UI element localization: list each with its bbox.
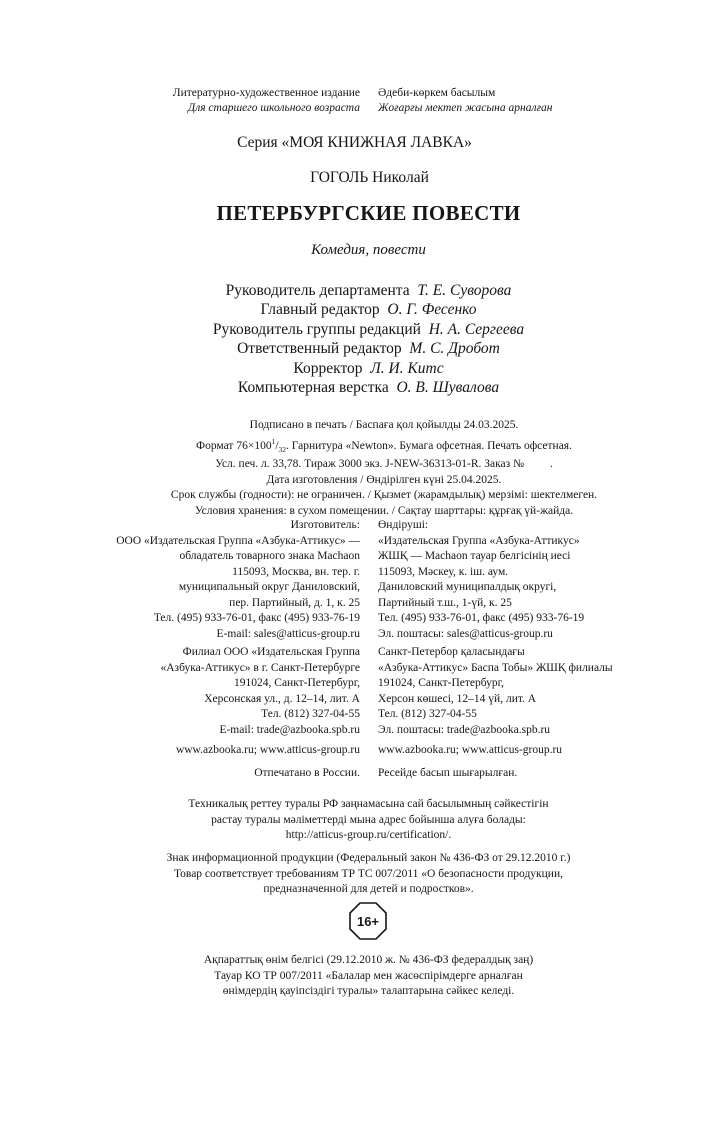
credit-line (0, 378, 709, 397)
kz-info-sign: Ақпараттық өнім белгісі (29.12.2010 ж. № 436-ФЗ федералдық заң) Тауар КО ТР 007/2011 «Балалар мен жасөспірімдерге арналған өнімдердің қауіпсіздігі туралы» талаптарына сәйкес келеді. (203, 954, 534, 997)
credit-name: М. С. Дробот (409, 340, 500, 358)
credit-role: Ответственный редактор (237, 340, 402, 358)
website-links-ru: www.azbooka.ru; www.atticus-group.ru (175, 744, 360, 756)
age-audience-label: Жоғарғы мектеп жасына арналған (378, 102, 553, 114)
email-link: Эл. поштасы: trade@azbooka.spb.ru (378, 723, 551, 736)
series-title: Серия «МОЯ КНИЖНАЯ ЛАВКА» (237, 134, 472, 151)
credit-line (0, 339, 709, 358)
branch-ru: Филиал ООО «Издательская Группа «Азбука-Аттикус» в г. Санкт-Петербурге 191024, Санкт-Петербург, Херсонская ул., д. 12–14, лит. А Тел. (812) 327-04-55 E-mail: trade@azbooka.spb.ru (160, 645, 360, 738)
service-life: Срок службы (годности): не ограничен. / Қызмет (жарамдылық) мерзімі: шектелмеген. (170, 489, 598, 502)
email-link: E-mail: trade@azbooka.spb.ru (219, 723, 360, 736)
certification-note: Техникалық реттеу туралы РФ заңнамасына сай басылымның сәйкестігін растау туралы мәліметтерді мына адрес бойынша алуға болады: http://atticus-group.ru/certification/. (0, 797, 709, 844)
edition-type-ru (173, 86, 360, 116)
sheets-line: Усл. печ. л. 33,78. Тираж 3000 экз. J-NEW-36313-01-R. Заказ № . (215, 458, 553, 471)
credit-line (0, 359, 709, 378)
edition-type-label: Әдеби-көркем басылым (378, 87, 496, 99)
email-link: E-mail: sales@atticus-group.ru (216, 627, 360, 640)
certification-url: http://atticus-group.ru/certification/. (285, 829, 452, 841)
credits-list (0, 281, 709, 397)
credit-line (0, 281, 709, 300)
age-rating-badge (348, 901, 388, 941)
octagon-icon (348, 901, 388, 941)
credit-role: Руководитель департамента (225, 282, 410, 299)
manufacturer-kz: Өндіруші: «Издательская Группа «Азбука-Аттикус» ЖШҚ — Machaon тауар белгісінің иесі 115093, Мәскеу, к. іш. аум. Даниловский муниципалдық округі, Партийный т.ш., 1-үй, к. 25 Тел. (495) 933-76-01, факс (495) 933-76-19 Эл. поштасы: sales@atticus-group.ru (378, 518, 584, 642)
printed-in-ru: Отпечатано в России. (254, 767, 360, 779)
website-links-kz: www.azbooka.ru; www.atticus-group.ru (378, 744, 563, 756)
credit-name: Т. Е. Суворова (417, 282, 512, 299)
info-product-sign: Знак информационной продукции (Федеральный закон № 436-ФЗ от 29.12.2010 г.) Товар соответствует требованиям ТР ТС 007/2011 «О безопасности продукции, предназначенной для детей и подростков». (166, 852, 571, 895)
credit-name: Л. И. Китс (370, 359, 444, 377)
age-audience-label: Для старшего школьного возраста (187, 102, 360, 114)
author-name: ГОГОЛЬ Николай (310, 169, 429, 186)
branch-kz: Санкт-Петербор қаласындағы «Азбука-Аттикус» Баспа Тобы» ЖШҚ филиалы 191024, Санкт-Петербург, Херсон көшесі, 12–14 үй, лит. А Тел. (812) 327-04-55 Эл. поштасы: trade@azbooka.spb.ru (378, 645, 613, 738)
genre-subtitle: Комедия, повести (311, 242, 426, 258)
storage-conditions: Условия хранения: в сухом помещении. / Сақтау шарттары: құрғақ үй-жайда. (194, 504, 574, 517)
credit-name: Н. А. Сергеева (428, 320, 525, 338)
credit-name: О. Г. Фесенко (387, 301, 477, 319)
manufacturer-ru: Изготовитель: ООО «Издательская Группа «Азбука-Аттикус» — обладатель товарного знака Machaon 115093, Москва, вн. тер. г. муниципальный округ Даниловский, пер. Партийный, д. 1, к. 25 Тел. (495) 933-76-01, факс (495) 933-76-19 E-mail: sales@atticus-group.ru (116, 518, 360, 642)
credit-role: Компьютерная верстка (237, 379, 389, 397)
credit-line (0, 320, 709, 339)
credit-name: О. В. Шувалова (396, 379, 500, 397)
credit-role: Главный редактор (260, 301, 380, 319)
age-rating-text: 16+ (356, 914, 380, 929)
print-details (0, 418, 709, 519)
credit-line (0, 300, 709, 319)
book-title: ПЕТЕРБУРГСКИЕ ПОВЕСТИ (216, 201, 521, 225)
edition-type-label: Литературно-художественное издание (172, 87, 360, 99)
signed-date: Подписано в печать / Баспаға қол қойылды 24.03.2025. (249, 419, 519, 431)
made-date: Дата изготовления / Өндірілген күні 25.04.2025. (266, 473, 502, 486)
email-link: Эл. поштасы: sales@atticus-group.ru (378, 627, 553, 640)
format-line: Формат $76\times 100^1/_{32}$. Гарнитура «Newton». Бумага офсетная. Печать офсетная. (196, 436, 572, 454)
printed-in-kz: Ресейде басып шығарылған. (378, 767, 518, 779)
edition-type-kz (378, 86, 552, 116)
credit-role: Корректор (293, 359, 363, 377)
credit-role: Руководитель группы редакций (212, 320, 421, 338)
